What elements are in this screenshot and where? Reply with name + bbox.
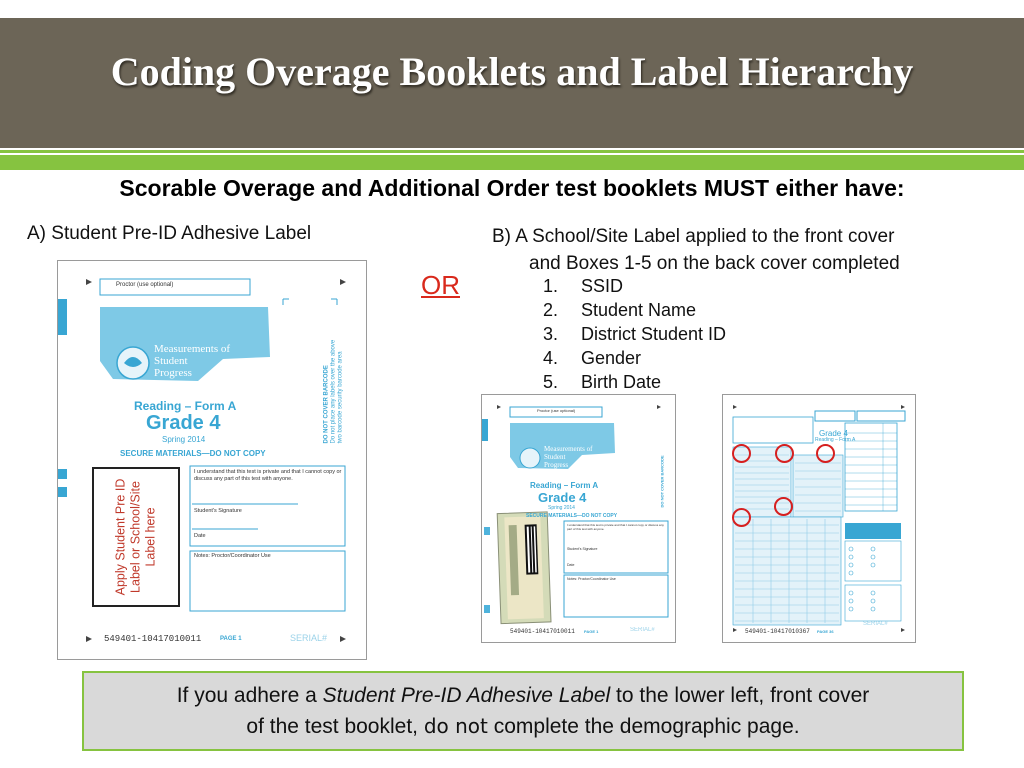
mid-proctor: Proctor (use optional): [537, 408, 576, 413]
list-item: 5. Birth Date: [543, 372, 662, 392]
list-item: 4. Gender: [543, 348, 642, 368]
accent-stripe-thick: [0, 155, 1024, 170]
option-b-line1: B) A School/Site Label applied to the front cover: [492, 226, 895, 247]
logo-line1: Measurements of: [154, 343, 231, 355]
mid-logo-line2: Student: [544, 453, 566, 461]
mid-serial-word: SERIAL#: [630, 627, 655, 633]
page-number: PAGE 1: [220, 636, 242, 642]
back-form: Reading – Form A: [815, 437, 856, 443]
mid-serial: 549401-10417010011: [510, 628, 575, 635]
apply-label-text: Apply Student Pre ID Label or School/Site Label here: [113, 478, 158, 596]
mid-logo-line1: Measurements of: [544, 445, 593, 453]
do-not-emphasis: do not: [423, 714, 488, 738]
apply-label-box: [92, 467, 180, 607]
back-grade: Grade 4: [819, 429, 848, 438]
serial-word: SERIAL#: [290, 633, 328, 643]
option-a-heading: A) Student Pre-ID Adhesive Label: [27, 223, 312, 244]
mid-season: Spring 2014: [548, 505, 575, 511]
date-label: Date: [194, 533, 206, 539]
highlight-circle-box1: [732, 444, 751, 463]
back-serial: 549401-10417010367: [745, 628, 810, 635]
slide-title: Coding Overage Booklets and Label Hierarchy: [110, 49, 914, 94]
mid-agreement: I understand that this test is private and that I cannot copy or discuss any part of this test with anyone.: [567, 523, 664, 531]
mid-grade: Grade 4: [538, 490, 587, 505]
proctor-label: Proctor (use optional): [116, 282, 174, 288]
list-item: 3. District Student ID: [543, 324, 727, 344]
serial-number: 549401-10417010011: [104, 634, 202, 644]
highlight-circle-box4: [774, 497, 793, 516]
signature-label: Student's Signature: [194, 508, 242, 514]
accent-stripe-thin: [0, 150, 1024, 153]
note-text: If you adhere a Student Pre-ID Adhesive Label to the lower left, front cover of the test booklet, do not complete the demographic page.: [176, 684, 870, 738]
note-callout: [82, 671, 964, 751]
booklet-subject: Reading – Form A: [134, 399, 237, 413]
mid-logo-line3: Progress: [544, 461, 569, 469]
booklet-back-cover: [722, 394, 916, 643]
logo-line2: Student: [154, 355, 188, 367]
highlight-circle-box3: [816, 444, 835, 463]
required-boxes-list: [543, 274, 726, 394]
mid-signature: Student's Signature: [567, 547, 598, 551]
logo-line3: Progress: [154, 367, 192, 379]
booklet-front-cover-with-label: [481, 394, 676, 643]
or-separator: OR: [421, 270, 460, 300]
barcode-note: DO NOT COVER BARCODE Do not place any labels over the above two barcode security barcode area: [323, 339, 344, 444]
title-banner: [0, 18, 1024, 148]
booklet-secure: SECURE MATERIALS—DO NOT COPY: [120, 449, 266, 458]
mid-secure: SECURE MATERIALS—DO NOT COPY: [526, 513, 618, 519]
agreement-text: I understand that this test is private and that I cannot copy or discuss any part of this test with anyone.: [194, 469, 342, 482]
list-item: 1. SSID: [543, 276, 624, 296]
list-item: 2. Student Name: [543, 300, 697, 320]
mid-notes: Notes: Proctor/Coordinator Use: [567, 577, 616, 581]
booklet-season: Spring 2014: [162, 435, 206, 444]
booklet-grade: Grade 4: [146, 412, 221, 434]
back-page: PAGE 36: [817, 629, 834, 634]
notes-label: Notes: Proctor/Coordinator Use: [194, 553, 271, 559]
highlight-circle-box5: [732, 508, 751, 527]
highlight-circle-box2: [775, 444, 794, 463]
option-b-line2: and Boxes 1-5 on the back cover completed: [529, 253, 900, 274]
back-serial-word: SERIAL#: [863, 621, 888, 627]
slide-subtitle: Scorable Overage and Additional Order test booklets MUST either have:: [119, 175, 905, 201]
mid-date: Date: [567, 563, 575, 567]
option-b-heading: [492, 223, 900, 277]
mid-page: PAGE 1: [584, 629, 599, 634]
mid-subject: Reading – Form A: [530, 481, 599, 490]
mid-barcode-note: DO NOT COVER BARCODE: [659, 455, 665, 508]
